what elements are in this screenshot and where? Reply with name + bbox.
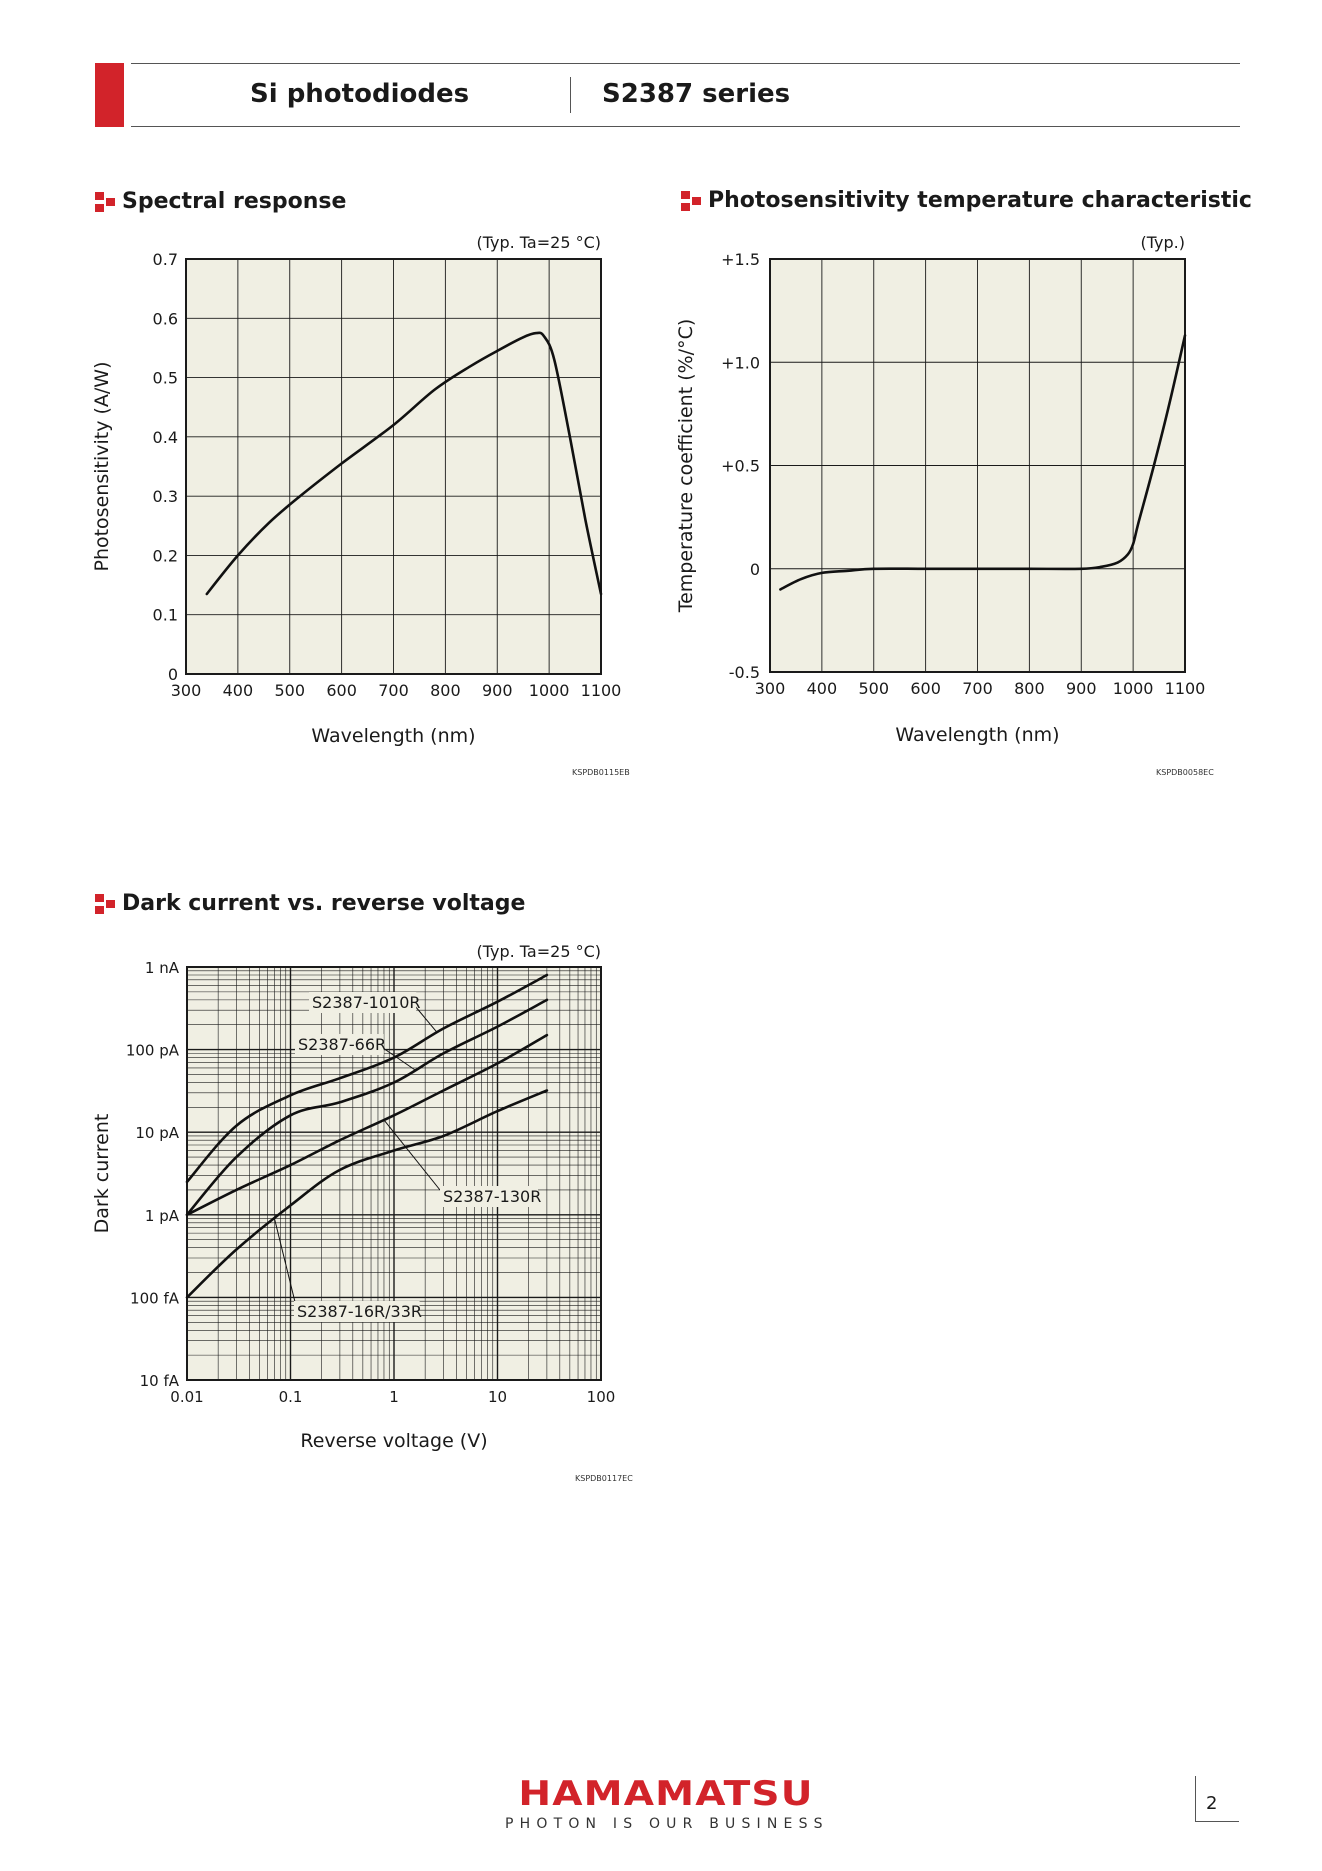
y-tick-label: 0.6 [152, 309, 178, 329]
y-tick-label: +1.5 [721, 250, 760, 269]
x-tick-label: 500 [274, 681, 306, 700]
x-tick-label: 700 [378, 681, 409, 700]
y-tick-label: 0 [167, 665, 178, 684]
y-tick-label: +1.0 [721, 353, 760, 373]
x-tick-label: 900 [1065, 679, 1097, 698]
chart-note: (Typ.) [1140, 233, 1185, 252]
y-tick-label: 100 pA [125, 1041, 179, 1060]
x-axis-label: Reverse voltage (V) [300, 1430, 488, 1452]
x-tick-label: 400 [222, 681, 254, 700]
x-tick-label: 500 [858, 679, 890, 698]
chart-id-temp: KSPDB0058EC [1156, 768, 1214, 777]
x-tick-label: 900 [481, 681, 513, 700]
page-number-rule [1195, 1776, 1196, 1822]
y-tick-label: -0.5 [728, 663, 760, 682]
y-tick-label: 1 nA [144, 959, 179, 977]
product-series-title: S2387 series [602, 79, 791, 109]
y-tick-label: 0.1 [152, 605, 178, 625]
y-tick-label: 0 [749, 559, 760, 579]
chart-id-spectral: KSPDB0115EB [572, 768, 630, 777]
x-axis-label: Wavelength (nm) [311, 725, 476, 747]
x-tick-label: 1100 [580, 681, 622, 700]
series-label: S2387-16R/33R [297, 1302, 422, 1321]
y-tick-label: 10 pA [135, 1124, 179, 1143]
x-tick-label: 700 [962, 679, 993, 698]
series-label: S2387-1010R [312, 993, 421, 1012]
x-tick-label: 1000 [528, 681, 570, 700]
x-tick-label: 1100 [1164, 679, 1206, 698]
chart-note: (Typ. Ta=25 °C) [476, 942, 601, 961]
y-axis-label: Dark current [91, 1113, 113, 1234]
y-tick-label: 0.5 [152, 368, 178, 388]
section-title-dark: Dark current vs. reverse voltage [122, 891, 526, 916]
y-tick-label: 1 pA [144, 1206, 179, 1225]
y-tick-label: 10 fA [139, 1372, 179, 1390]
x-tick-label: 600 [326, 681, 357, 700]
x-tick-label: 0.01 [170, 1388, 204, 1406]
logo-wordmark: HAMAMATSU [518, 1774, 814, 1814]
x-tick-label: 800 [1014, 679, 1045, 698]
series-label: S2387-66R [298, 1035, 387, 1054]
y-tick-label: 0.3 [152, 487, 178, 507]
x-tick-label: 100 [586, 1388, 616, 1406]
x-tick-label: 400 [806, 679, 838, 698]
page-number-rule [1195, 1821, 1239, 1822]
page-number: 2 [1206, 1793, 1218, 1814]
x-tick-label: 300 [170, 681, 202, 700]
y-tick-label: 0.4 [152, 427, 178, 447]
logo-tagline: PHOTON IS OUR BUSINESS [505, 1816, 829, 1832]
y-tick-label: 0.7 [152, 250, 178, 269]
x-tick-label: 300 [754, 679, 786, 698]
series-label: S2387-130R [443, 1187, 542, 1206]
y-tick-label: 100 fA [130, 1289, 179, 1308]
x-tick-label: 1000 [1112, 679, 1154, 698]
y-axis-label: Temperature coefficient (%/°C) [675, 318, 697, 613]
product-category-title: Si photodiodes [250, 79, 470, 109]
x-tick-label: 1 [389, 1388, 399, 1406]
x-tick-label: 600 [910, 679, 941, 698]
section-title-temp: Photosensitivity temperature characteristic [708, 188, 1252, 213]
x-tick-label: 10 [487, 1388, 508, 1406]
y-axis-label: Photosensitivity (A/W) [91, 361, 113, 572]
hamamatsu-logo [505, 1776, 827, 1832]
section-title-spectral: Spectral response [122, 189, 347, 214]
y-tick-label: 0.2 [152, 546, 178, 566]
x-tick-label: 800 [430, 681, 461, 700]
x-tick-label: 0.1 [278, 1388, 303, 1406]
y-tick-label: +0.5 [721, 456, 760, 476]
chart-note: (Typ. Ta=25 °C) [476, 233, 601, 252]
x-axis-label: Wavelength (nm) [895, 724, 1060, 746]
chart-id-dark: KSPDB0117EC [575, 1474, 633, 1483]
